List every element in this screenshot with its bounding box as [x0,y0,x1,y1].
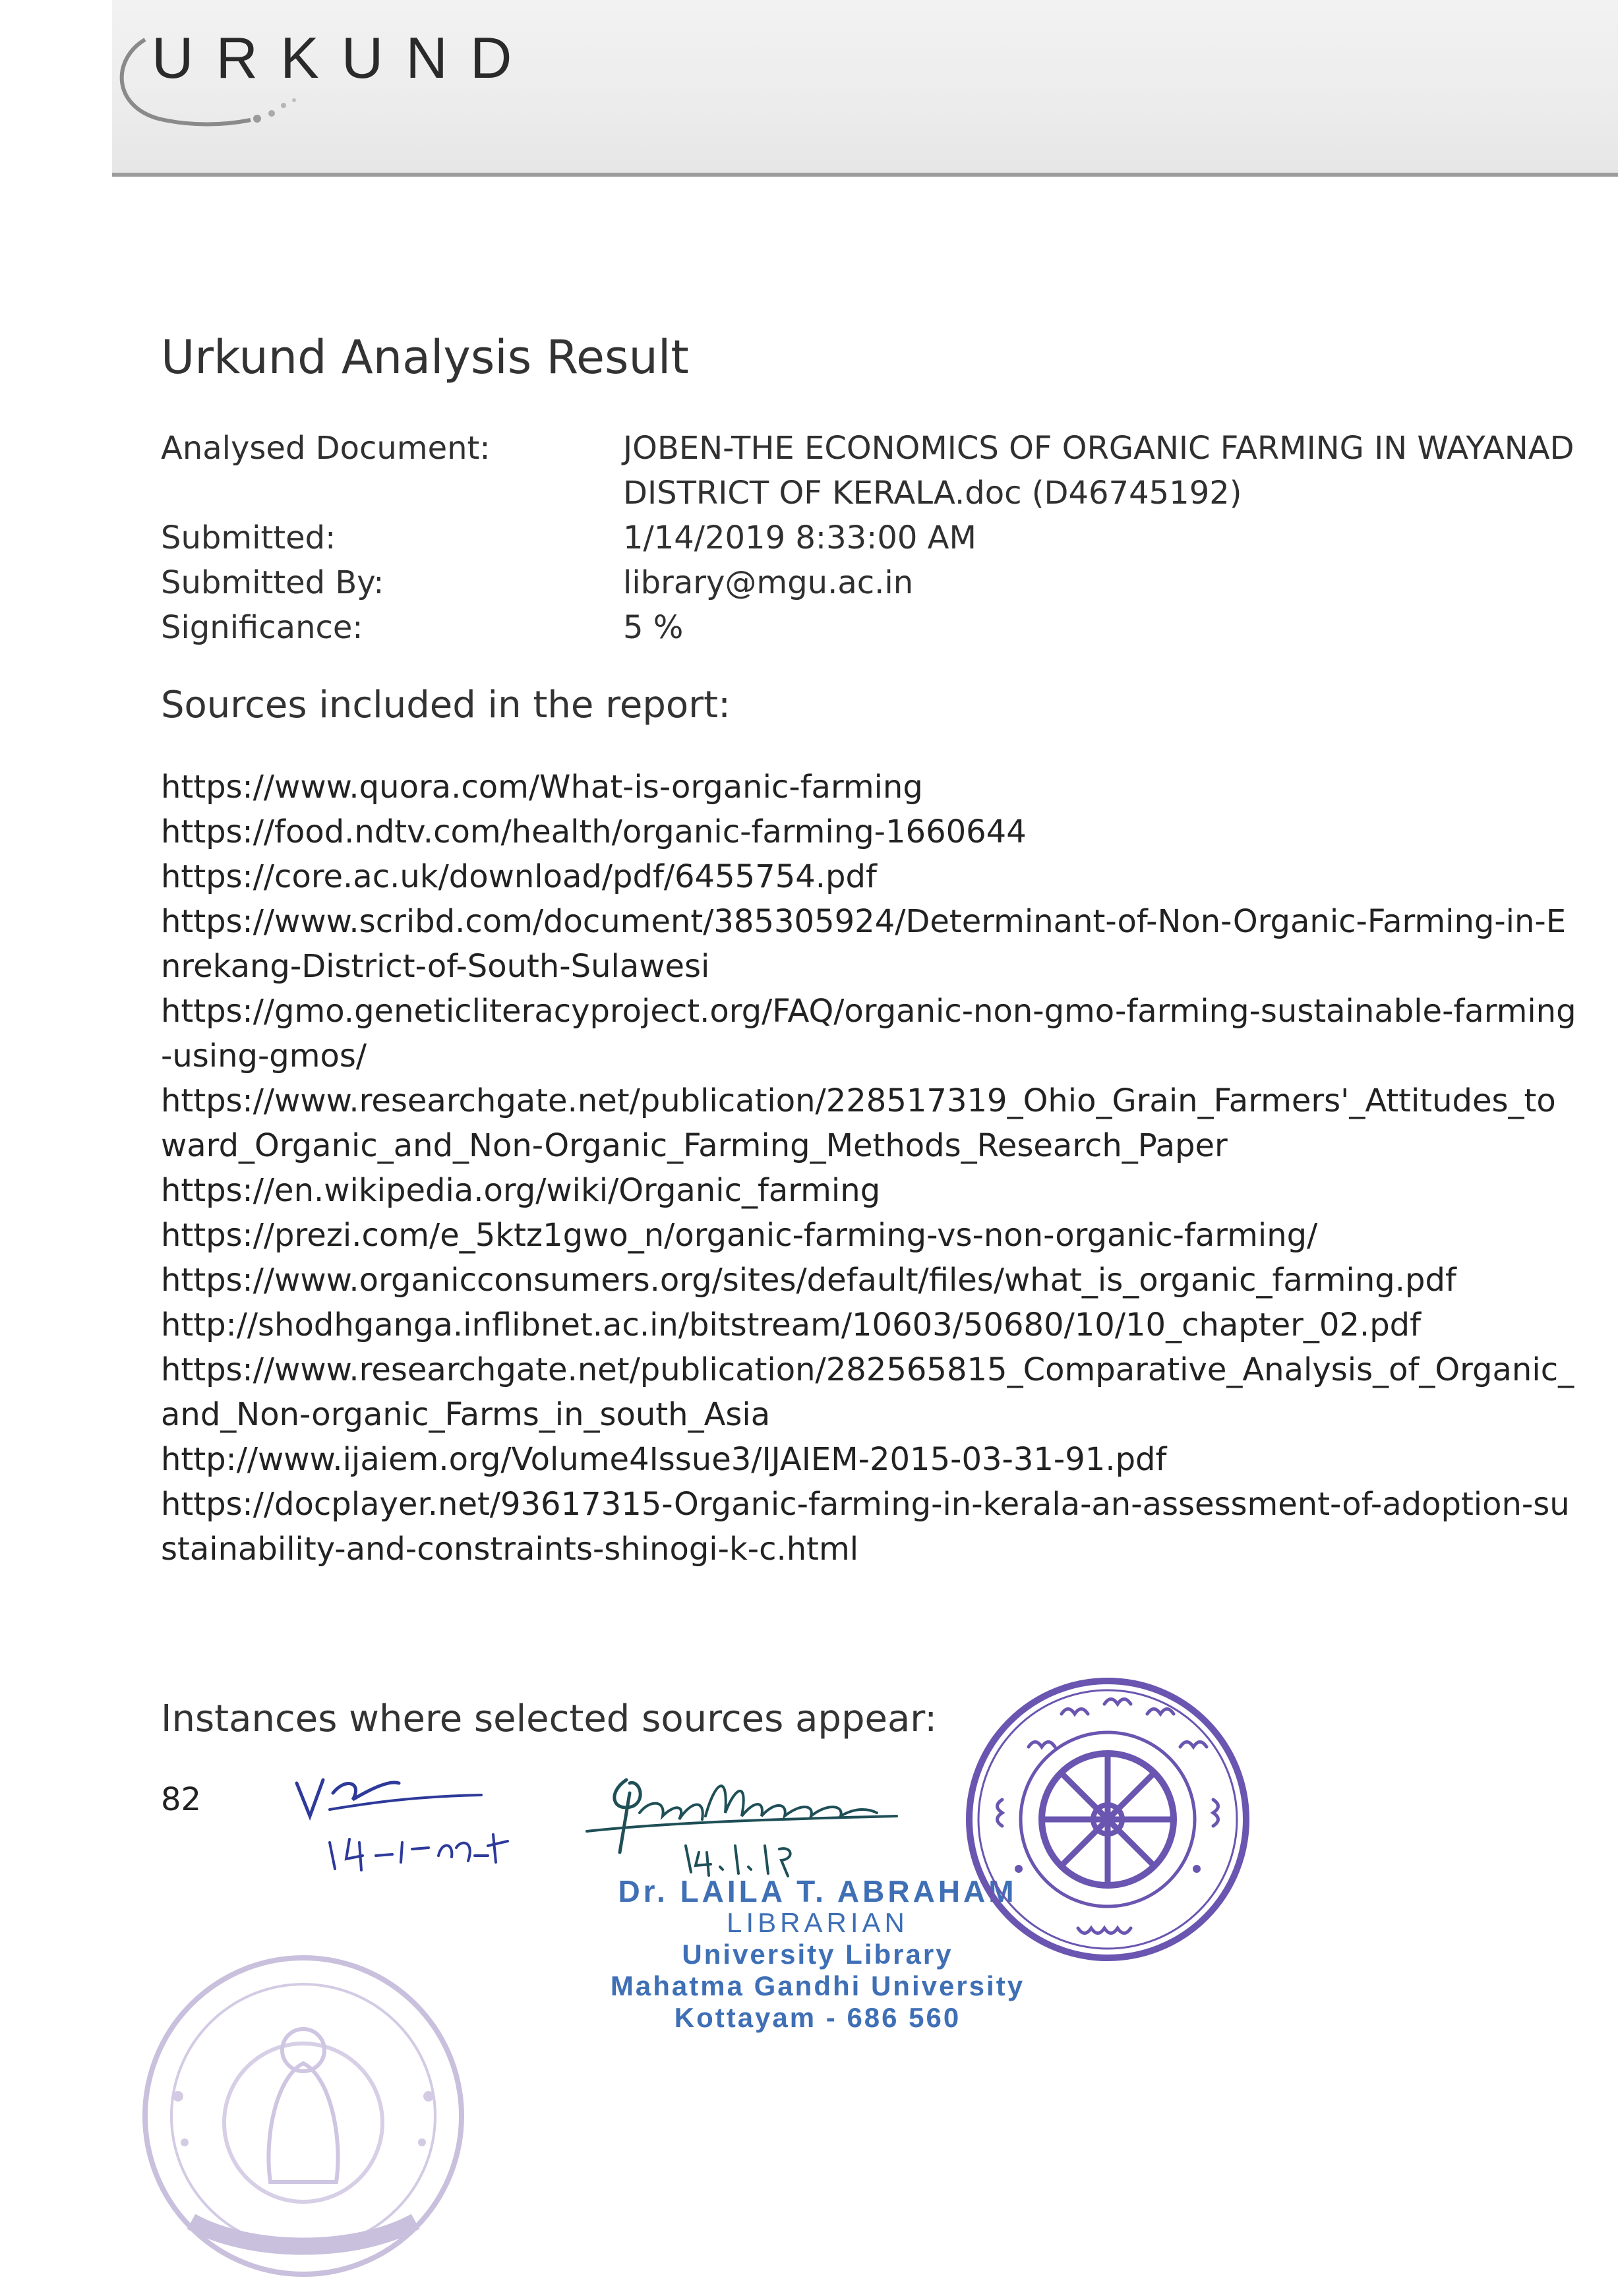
source-link[interactable]: https://en.wikipedia.org/wiki/Organic_farming [161,1172,881,1209]
stamp-university: Mahatma Gandhi University [610,1970,1025,2001]
handwritten-signature-right [567,1753,936,1885]
stamp-title: LIBRARIAN [727,1907,909,1938]
report-title: Urkund Analysis Result [161,330,689,384]
handwritten-signature-left [284,1757,521,1882]
urkund-logo [105,20,607,138]
sources-heading: Sources included in the report: [161,684,731,726]
source-link[interactable]: https://docplayer.net/93617315-Organic-farming-in-kerala-an-assessment-of-adoption-sustainability-and-constraints-shinogi-k-c.html [161,1486,1570,1568]
analysed-document-line-2: DISTRICT OF KERALA.doc (D46745192) [623,475,1242,512]
source-link[interactable]: http://shodhganga.inflibnet.ac.in/bitstream/10603/50680/10/10_chapter_02.pdf [161,1307,1422,1343]
submitted-by-label: Submitted By: [161,564,384,601]
source-link[interactable]: https://www.quora.com/What-is-organic-farming [161,769,923,806]
source-link[interactable]: https://www.researchgate.net/publication/282565815_Comparative_Analysis_of_Organic_and_Non-organic_Farms_in_south_Asia [161,1351,1574,1433]
significance-label: Significance: [161,609,363,646]
header-divider [112,173,1618,177]
stamp-name: Dr. LAILA T. ABRAHAM [618,1874,1017,1908]
source-link[interactable]: http://www.ijaiem.org/Volume4Issue3/IJAIEM-2015-03-31-91.pdf [161,1441,1167,1478]
submitted-label: Submitted: [161,519,336,556]
stamp-address: Kottayam - 686 560 [674,2002,961,2033]
significance-value: 5 % [623,609,684,646]
analysed-document-label: Analysed Document: [161,430,491,467]
logo-text: URKUND [152,25,535,90]
source-link[interactable]: https://gmo.geneticliteracyproject.org/FAQ/organic-non-gmo-farming-sustainable-farming-using-gmos/ [161,993,1576,1074]
sources-list [161,765,1578,1572]
analysed-document-value [623,426,1586,515]
stamp-department: University Library [682,1939,953,1970]
college-seal-faded-icon [132,1945,475,2287]
source-link[interactable]: https://www.scribd.com/document/385305924/Determinant-of-Non-Organic-Farming-in-Enrekang-District-of-South-Sulawesi [161,903,1567,985]
instances-count: 82 [161,1781,202,1818]
source-link[interactable]: https://prezi.com/e_5ktz1gwo_n/organic-farming-vs-non-organic-farming/ [161,1217,1318,1254]
analysed-document-line-1: JOBEN-THE ECONOMICS OF ORGANIC FARMING IN WAYANAD [623,430,1574,467]
source-link[interactable]: https://www.researchgate.net/publication/228517319_Ohio_Grain_Farmers'_Attitudes_toward_Organic_and_Non-Organic_Farming_Methods_Research_Paper [161,1082,1556,1164]
source-link[interactable]: https://www.organicconsumers.org/sites/default/files/what_is_organic_farming.pdf [161,1262,1456,1299]
university-seal-icon [956,1668,1259,1971]
submitted-value: 1/14/2019 8:33:00 AM [623,519,976,556]
instances-heading: Instances where selected sources appear: [161,1697,938,1740]
submitted-by-value: library@mgu.ac.in [623,564,914,601]
source-link[interactable]: https://core.ac.uk/download/pdf/6455754.pdf [161,858,877,895]
source-link[interactable]: https://food.ndtv.com/health/organic-farming-1660644 [161,813,1027,850]
